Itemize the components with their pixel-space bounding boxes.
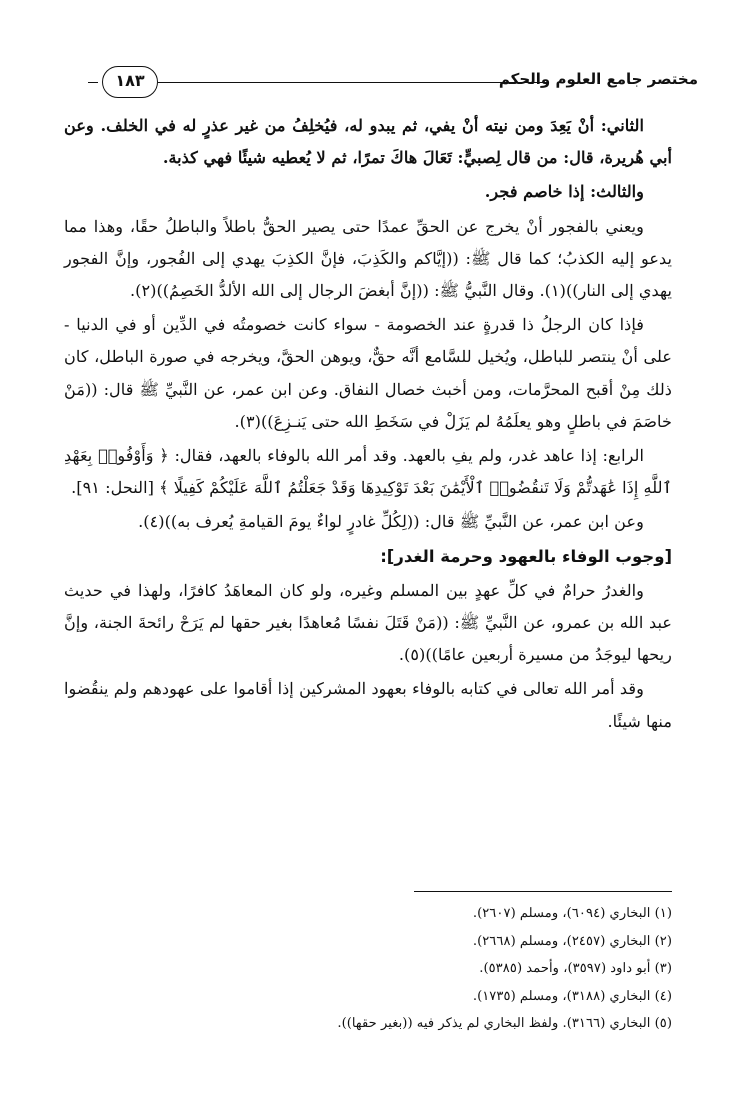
footnote-item: (١) البخاري (٦٠٩٤)، ومسلم (٢٦٠٧). (472, 906, 672, 921)
book-title: مختصر جامع العلوم والحكم (498, 70, 698, 88)
header-rule (158, 82, 548, 83)
section-heading: [وجوب الوفاء بالعهود وحرمة الغدر]: (380, 546, 672, 566)
main-text (64, 110, 672, 740)
paragraph-banner-hadith: وعن ابن عمر، عن النَّبيِّ ﷺ قال: ((لِكُلِّ غادرٍ لواءٌ يومَ القيامةِ يُعرف به))(٤). (138, 512, 644, 532)
footnote-item: (٥) البخاري (٣١٦٦). ولفظ البخاري لم يذكر فيه ((بغير حقها)). (337, 1016, 672, 1031)
running-header (88, 62, 698, 102)
footnote-item: (٢) البخاري (٢٤٥٧)، ومسلم (٢٦٦٨). (472, 933, 672, 949)
paragraph-covenants: وقد أمر الله تعالى في كتابه بالوفاء بعهود المشركين إذا أقاموا على عهودهم ولم ينقُضوا منها شيئًا. (64, 679, 672, 731)
paragraph-treachery: والغدرُ حرامٌ في كلِّ عهدٍ بين المسلم وغيره، ولو كان المعاهَدُ كافرًا، ولهذا في حديث عبد الله بن عمرو، عن النَّبيِّ ﷺ: ((مَنْ قَتَلَ نفسًا مُعاهدًا بغير حقها لم يَرَحْ رائحةَ الجنة، وإنَّ ريحها ليوجَدُ من مسيرة أربعين عامًا))(٥). (64, 580, 672, 665)
paragraph-fujur: ويعني بالفجور أنْ يخرج عن الحقِّ عمدًا حتى يصير الحقُّ باطلاً والباطلُ حقًا، وهذا مما يدعو إليه الكذبُ؛ كما قال ﷺ: ((إيَّاكم والكَذِبَ، فإنَّ الكذِبَ يهدي إلى الفُجور، وإنَّ الفجور يهدي إلى النار))(١). وقال النَّبيُّ ﷺ: ((إنَّ أبغضَ الرجال إلى الله الألدُّ الخَصِمُ))(٢). (64, 216, 672, 301)
page-number: ١٨٣ (102, 66, 158, 98)
paragraph-second-trait: الثاني: أنْ يَعِدَ ومن نيته أنْ يفي، ثم يبدو له، فيُخلِفُ من غير عذرٍ له في الخلف. وعن أبي هُريرة، قال: من قال لِصبيٍّ: تَعَالَ هاكَ تمرًا، ثم لا يُعطيه شيئًا فهي كذبة. (64, 116, 672, 168)
footnote-item: (٣) أبو داود (٣٥٩٧)، وأحمد (٥٣٨٥). (479, 961, 672, 976)
footnote-separator (414, 891, 672, 892)
paragraph-third-trait: والثالث: إذا خاصم فجر. (484, 182, 644, 202)
paragraph-fourth-trait: الرابع: إذا عاهد غدر، ولم يفِ بالعهد. وقد أمر الله بالوفاء بالعهد، فقال: ﴿ وَأَوْفُوا۟ بِعَهْدِ ٱللَّهِ إِذَا عَٰهَدتُّمْ وَلَا تَنقُضُوا۟ ٱلْأَيْمَٰنَ بَعْدَ تَوْكِيدِهَا وَقَدْ جَعَلْتُمُ ٱللَّهَ عَلَيْكُمْ كَفِيلًا ﴾ [النحل: ٩١]. (64, 446, 672, 498)
footnotes (64, 900, 672, 1038)
paragraph-dispute: فإذا كان الرجلُ ذا قدرةٍ عند الخصومة - سواء كانت خصومتُه في الدِّين أو في الدنيا - على أنْ ينتصر للباطل، ويُخيل للسَّامع أنَّه حقٌّ، ويوهن الحقَّ، ويخرجه في صورة الباطل، كان ذلك مِنْ أقبح المحرَّمات، ومن أخبث خصال النفاق. وعن ابن عمر، عن النَّبيِّ ﷺ قال: ((مَنْ خاصَمَ في باطلٍ وهو يعلَمُهُ لم يَزَلْ في سَخَطِ الله حتى يَنـزِعَ))(٣). (64, 315, 672, 431)
footnote-item: (٤) البخاري (٣١٨٨)، ومسلم (١٧٣٥). (472, 988, 672, 1004)
header-dash (88, 82, 98, 83)
